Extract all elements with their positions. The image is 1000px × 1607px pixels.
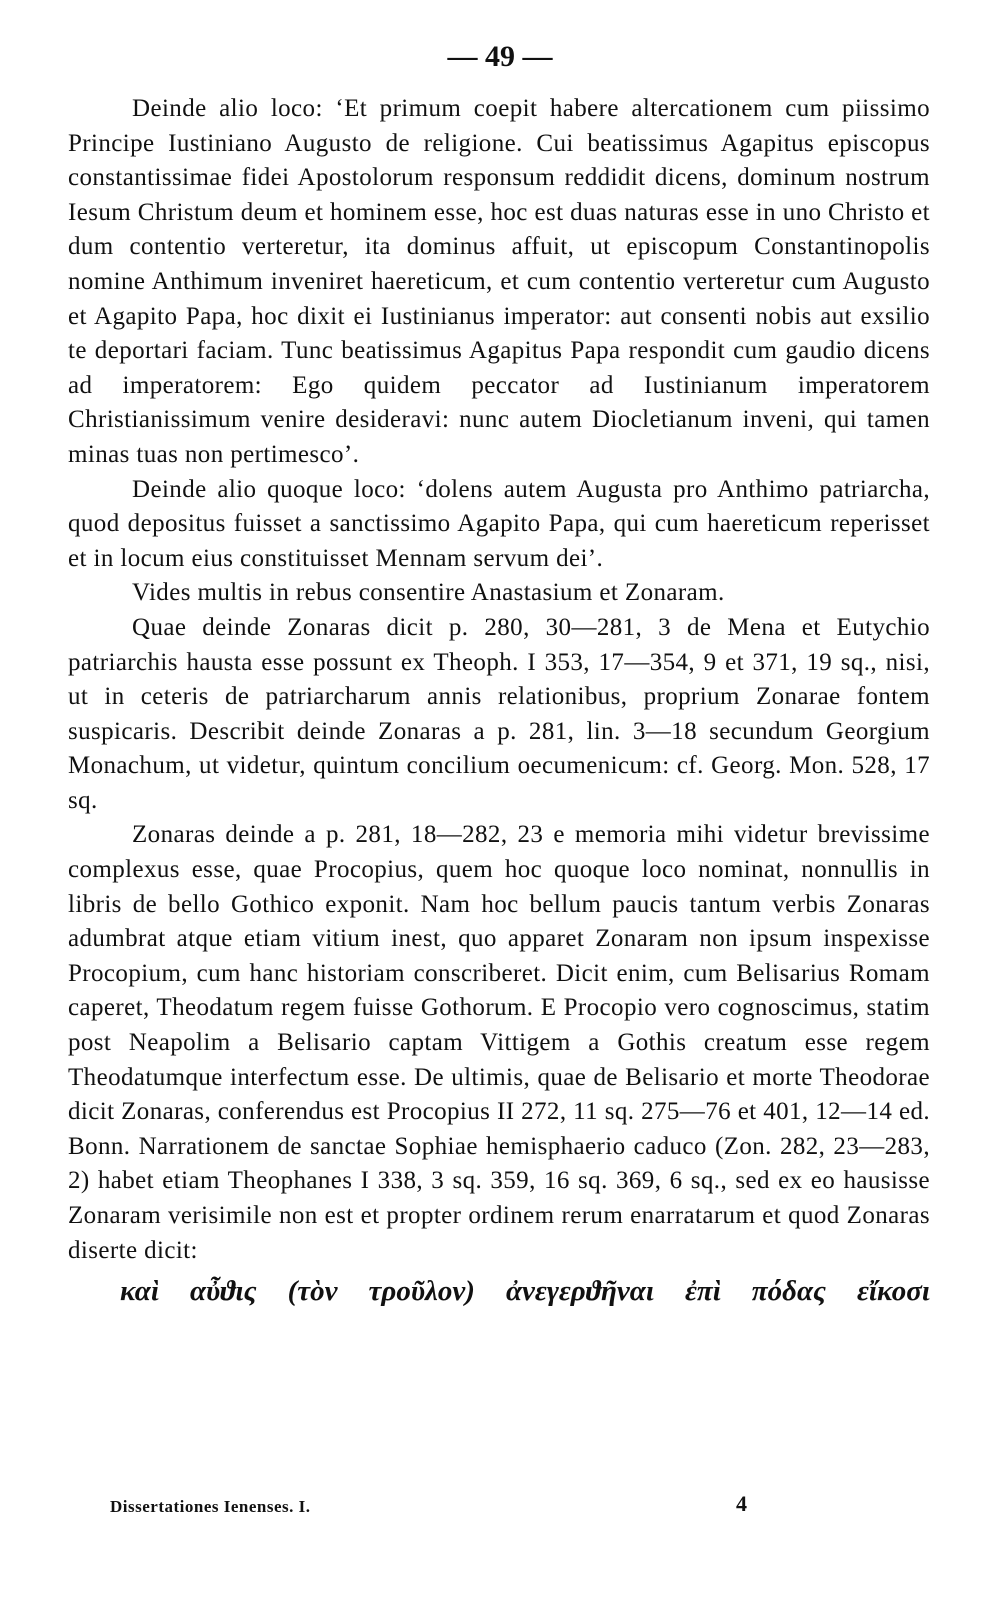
greek-quotation: καὶ αὖϑις (τὸν τροῦλον) ἀνεγερϑῆναι ἐπὶ πόδας εἴκοσι [120, 1275, 930, 1308]
paragraph-comparison: Vides multis in rebus consentire Anastasium et Zonaram. [132, 579, 725, 607]
paragraph-anastasius-quote: Deinde alio loco: ‘Et primum coepit habere altercationem cum piissimo Principe Iustiniano Augusto de religione. Cui beatissimus Agapitus episcopus constantissimae fidei Apostolorum responsum reddidit dicens, dominum nostrum Iesum Christum deum et hominem esse, hoc est duas naturas esse in uno Christo et dum contentio verteretur, ita dominus affuit, ut episcopum Constantinopolis nomine Anthimum inveniret haereticum, et cum contentio verteretur cum Augusto et Agapito Papa, hoc dixit ei Iustinianus imperator: aut consenti nobis aut exsilio te deportari faciam. Tunc beatissimus Agapitus Papa respondit cum gaudio dicens ad imperatorem: Ego quidem peccator ad Iustinianum imperatorem Christianissimum venire desideravi: nunc autem Diocletianum inveni, qui tamen minas tuas non pertimesco’. [68, 95, 930, 468]
paragraph-second-quote: Deinde alio quoque loco: ‘dolens autem Augusta pro Anthimo patriarcha, quod depositus fuisset a sanctissimo Agapito Papa, qui cum haereticum reperisset et in locum eius constituisset Mennam servum dei’. [68, 475, 930, 572]
signature-number: 4 [736, 1491, 747, 1516]
footer-signature [110, 1491, 870, 1519]
signature-title: Dissertationes Ienenses. I. [110, 1497, 311, 1516]
paragraph-patriarchs: Quae deinde Zonaras dicit p. 280, 30—281, 3 de Mena et Eutychio patriarchis hausta esse possunt ex Theoph. I 353, 17—354, 9 et 371, 19 sq., nisi, ut in ceteris de patriarcharum annis relationibus, proprium Zonarae fontem suspicaris. Describit deinde Zonaras a p. 281, lin. 3—18 secundum Georgium Monachum, ut videtur, quintum concilium oecumenicum: cf. Georg. Mon. 528, 17 sq. [68, 613, 930, 814]
main-text [68, 92, 930, 1310]
paragraph-procopius: Zonaras deinde a p. 281, 18—282, 23 e memoria mihi videtur brevissime complexus esse, quae Procopius, quem hoc quoque loco nominat, nonnullis in libris de bello Gothico exponit. Nam hoc bellum paucis tantum verbis Zonaras adumbrat atque etiam vitium inest, quo apparet Zonaram non ipsum inspexisse Procopium, cum hanc historiam conscriberet. Dicit enim, cum Belisarius Romam caperet, Theodatum regem fuisse Gothorum. E Procopio vero cognoscimus, statim post Neapolim a Belisario captam Vittigem a Gothis creatum esse regem Theodatumque interfectum esse. De ultimis, quae de Belisario et morte Theodorae dicit Zonaras, conferendus est Procopius II 272, 11 sq. 275—76 et 401, 12—14 ed. Bonn. Narrationem de sanctae Sophiae hemisphaerio caduco (Zon. 282, 23—283, 2) habet etiam Theophanes I 338, 3 sq. 359, 16 sq. 369, 6 sq., sed ex eo hausisse Zonaram verisimile non est et propter ordinem rerum enarratarum et quod Zonaras diserte dicit: [68, 821, 930, 1264]
page-number: — 49 — [447, 40, 553, 73]
